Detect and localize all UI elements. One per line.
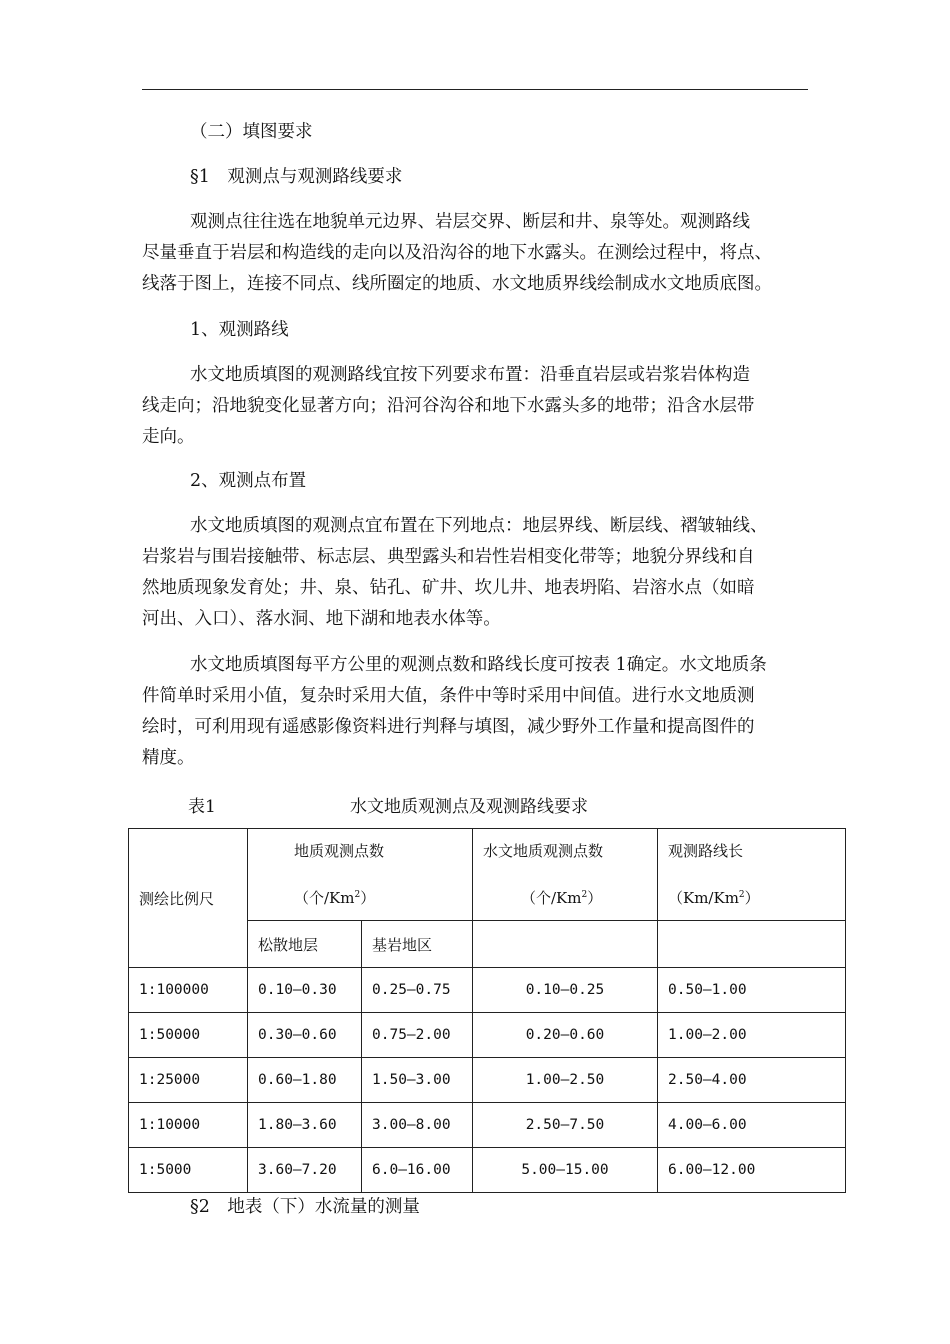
table-row [129,968,846,1013]
table-row [129,1058,846,1103]
header-route-unit: （Km/Km$^2$） [668,889,760,907]
table-number: 表1 [188,797,216,817]
cell-scale: 1:10000 [129,1103,248,1148]
para1-line2: 尽量垂直于岩层和构造线的走向以及沿沟谷的地下水露头。在测绘过程中，将点、 [142,243,772,263]
para1-line3: 线落于图上，连接不同点、线所圈定的地质、水文地质界线绘制成水文地质底图。 [142,274,772,294]
header-geo-unit: （个/Km$^2$） [294,889,376,907]
para3-line2: 岩浆岩与围岩接触带、标志层、典型露头和岩性岩相变化带等；地貌分界线和自 [142,547,755,567]
cell-route: 4.00—6.00 [658,1103,846,1148]
cell-hydro: 0.10—0.25 [473,968,658,1013]
header-hydro-empty [473,921,658,968]
cell-loose: 0.60—1.80 [248,1058,362,1103]
subsection-2-title: 2、观测点布置 [190,471,307,491]
cell-route: 0.50—1.00 [658,968,846,1013]
cell-scale: 1:100000 [129,968,248,1013]
header-bedrock: 基岩地区 [362,921,473,968]
header-geo-points [248,829,473,921]
cell-loose: 1.80—3.60 [248,1103,362,1148]
para3-line1: 水文地质填图的观测点宜布置在下列地点：地层界线、断层线、褶皱轴线、 [190,516,768,536]
header-hydro-points-label: 水文地质观测点数 [483,842,604,860]
cell-bedrock: 6.0—16.00 [362,1148,473,1193]
para3-line3: 然地质现象发育处；井、泉、钻孔、矿井、坎儿井、地表坍陷、岩溶水点（如暗 [142,578,755,598]
cell-bedrock: 1.50—3.00 [362,1058,473,1103]
para4-line2: 件简单时采用小值，复杂时采用大值，条件中等时采用中间值。进行水文地质测 [142,686,755,706]
para4-line1: 水文地质填图每平方公里的观测点数和路线长度可按表 1确定。水文地质条 [190,655,767,675]
table-row [129,1103,846,1148]
cell-bedrock: 3.00—8.00 [362,1103,473,1148]
subheading-fill-requirements: （二）填图要求 [190,122,313,142]
para2-line1: 水文地质填图的观测路线宜按下列要求布置：沿垂直岩层或岩浆岩体构造 [190,365,750,385]
observation-requirements-table [128,828,846,1193]
para2-line2: 线走向；沿地貌变化显著方向；沿河谷沟谷和地下水露头多的地带；沿含水层带 [142,396,755,416]
table-row [129,1013,846,1058]
header-loose: 松散地层 [248,921,362,968]
cell-route: 1.00—2.00 [658,1013,846,1058]
para2-line3: 走向。 [142,427,195,447]
cell-loose: 3.60—7.20 [248,1148,362,1193]
cell-bedrock: 0.25—0.75 [362,968,473,1013]
header-route-length [658,829,846,921]
table-header-row-1 [129,829,846,921]
cell-route: 2.50—4.00 [658,1058,846,1103]
cell-hydro: 1.00—2.50 [473,1058,658,1103]
para4-line3: 绘时，可利用现有遥感影像资料进行判释与填图，减少野外工作量和提高图件的 [142,717,755,737]
header-hydro-unit: （个/Km$^2$） [521,889,603,907]
cell-loose: 0.30—0.60 [248,1013,362,1058]
header-rule [142,89,808,90]
cell-hydro: 5.00—15.00 [473,1148,658,1193]
cell-scale: 1:5000 [129,1148,248,1193]
cell-loose: 0.10—0.30 [248,968,362,1013]
header-hydro-points [473,829,658,921]
header-scale-label: 测绘比例尺 [139,889,215,908]
cell-scale: 1:50000 [129,1013,248,1058]
cell-bedrock: 0.75—2.00 [362,1013,473,1058]
cell-hydro: 2.50—7.50 [473,1103,658,1148]
para4-line4: 精度。 [142,748,195,768]
para1-line1: 观测点往往选在地貌单元边界、岩层交界、断层和井、泉等处。观测路线 [190,212,750,232]
cell-scale: 1:25000 [129,1058,248,1103]
cell-hydro: 0.20—0.60 [473,1013,658,1058]
subsection-1-title: 1、观测路线 [190,320,289,340]
cell-route: 6.00—12.00 [658,1148,846,1193]
header-geo-points-label: 地质观测点数 [294,842,385,860]
table-row [129,1148,846,1193]
para3-line4: 河出、入口）、落水洞、地下湖和地表水体等。 [142,609,501,629]
header-route-label: 观测路线长 [668,842,744,860]
section-1-title: §1 观测点与观测路线要求 [190,167,403,187]
header-route-empty [658,921,846,968]
section-2-title: §2 地表（下）水流量的测量 [190,1197,420,1217]
table-title: 水文地质观测点及观测路线要求 [350,797,588,817]
header-scale [129,829,248,968]
